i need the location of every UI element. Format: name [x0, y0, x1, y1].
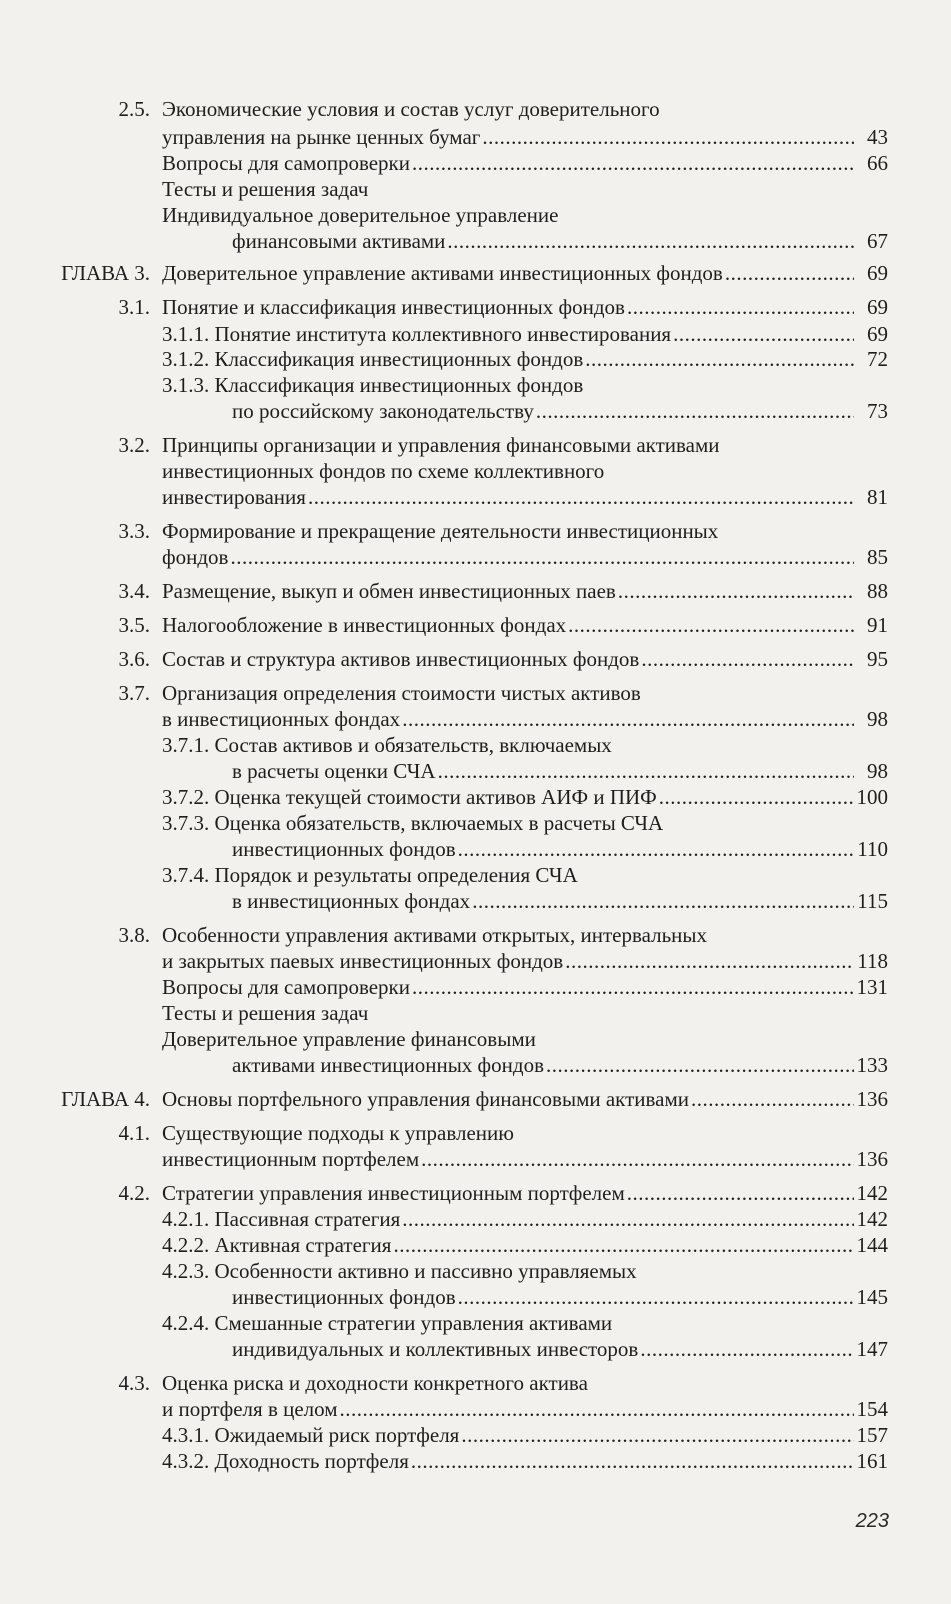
toc-page-number: 69	[867, 261, 888, 285]
toc-title: активами инвестиционных фондов	[232, 1053, 545, 1077]
toc-title: Индивидуальное доверительное управление	[162, 203, 559, 227]
toc-number: 2.5.	[118, 97, 150, 121]
toc-line	[162, 124, 888, 150]
toc-page-number: 147	[856, 1337, 888, 1361]
toc-title: 3.1.1. Понятие института коллективного инвестирования	[162, 322, 672, 346]
toc-title: 4.2.2. Активная стратегия	[162, 1233, 392, 1257]
toc-title: Организация определения стоимости чистых активов	[162, 681, 641, 705]
toc-page-number: 69	[867, 322, 888, 346]
toc-line	[162, 1026, 536, 1052]
toc-line	[162, 1146, 888, 1172]
toc-line	[162, 680, 641, 706]
toc-title: Тесты и решения задач	[162, 177, 369, 201]
toc-line	[162, 544, 888, 570]
toc-line	[162, 176, 368, 202]
toc-page-number: 154	[856, 1397, 888, 1421]
toc-page-number: 161	[856, 1449, 888, 1473]
toc-page-number: 73	[867, 399, 888, 423]
dot-leader	[657, 784, 854, 810]
toc-page-number: 85	[867, 545, 888, 569]
toc-line	[162, 202, 558, 228]
dot-leader	[410, 974, 854, 1000]
toc-page-number: 100	[856, 785, 888, 809]
dot-leader	[419, 1146, 854, 1172]
toc-title: и закрытых паевых инвестиционных фондов	[162, 949, 564, 973]
dot-leader	[583, 346, 854, 372]
toc-number: 3.2.	[118, 433, 150, 457]
dot-leader	[470, 888, 854, 914]
toc-title: Налогообложение в инвестиционных фондах	[162, 613, 567, 637]
toc-title: 4.3.1. Ожидаемый риск портфеля	[162, 1423, 460, 1447]
toc-title: Понятие и классификация инвестиционных фондов	[162, 295, 625, 319]
toc-title: Стратегии управления инвестиционным портфелем	[162, 1181, 625, 1205]
toc-line	[162, 432, 720, 458]
dot-leader	[400, 706, 854, 732]
toc-line	[162, 862, 578, 888]
dot-leader	[306, 484, 854, 510]
toc-title: Доверительное управление финансовыми	[162, 1027, 536, 1051]
toc-title: Вопросы для самопроверки	[162, 151, 411, 175]
dot-leader	[436, 758, 854, 784]
toc-line	[162, 1232, 888, 1258]
dot-leader	[689, 1086, 854, 1112]
toc-title: 3.7.3. Оценка обязательств, включаемых в расчеты СЧА	[162, 811, 664, 835]
toc-line	[232, 888, 888, 914]
toc-line	[162, 1086, 888, 1112]
dot-leader	[445, 228, 854, 254]
toc-title: Экономические условия и состав услуг доверительного	[162, 97, 660, 121]
toc-title: инвестирования	[162, 485, 306, 509]
dot-leader	[563, 948, 854, 974]
toc-page-number: 115	[857, 889, 888, 913]
toc-title: Существующие подходы к управлению	[162, 1121, 514, 1145]
toc-title: 3.7.2. Оценка текущей стоимости активов АИФ и ПИФ	[162, 785, 657, 809]
toc-title: инвестиционных фондов по схеме коллективного	[162, 459, 605, 483]
toc-title: Особенности управления активами открытых, интервальных	[162, 923, 708, 947]
toc-page-number: 145	[856, 1285, 888, 1309]
toc-title: Тесты и решения задач	[162, 1001, 369, 1025]
toc-page-number: 142	[856, 1207, 888, 1231]
toc-title: Размещение, выкуп и обмен инвестиционных паев	[162, 579, 616, 603]
toc-line	[162, 810, 663, 836]
toc-number: 3.7.	[118, 681, 150, 705]
toc-page-number: 95	[867, 647, 888, 671]
toc-title: управления на рынке ценных бумаг	[162, 125, 481, 149]
toc-line	[162, 1180, 888, 1206]
toc-line	[162, 1422, 888, 1448]
toc-title: 3.7.4. Порядок и результаты определения СЧА	[162, 863, 578, 887]
toc-title: Доверительное управление активами инвестиционных фондов	[162, 261, 723, 285]
page-number: 223	[855, 1510, 889, 1532]
dot-leader	[616, 578, 854, 604]
toc-number: 3.3.	[118, 519, 150, 543]
toc-page-number: 133	[856, 1053, 888, 1077]
toc-line	[232, 758, 888, 784]
toc-number: 3.4.	[118, 579, 150, 603]
toc-title: в инвестиционных фондах	[162, 707, 401, 731]
toc-line	[162, 732, 612, 758]
dot-leader	[391, 1232, 854, 1258]
toc-page-number: 91	[867, 613, 888, 637]
toc-page-number: 66	[867, 151, 888, 175]
toc-line	[232, 1284, 888, 1310]
toc-title: Формирование и прекращение деятельности инвестиционных	[162, 519, 719, 543]
toc-line	[162, 612, 888, 638]
toc-page-number: 69	[867, 295, 888, 319]
toc-title: 4.2.3. Особенности активно и пассивно управляемых	[162, 1259, 637, 1283]
dot-leader	[639, 646, 854, 672]
toc-line	[162, 1120, 514, 1146]
toc-title: 3.1.2. Классификация инвестиционных фондов	[162, 347, 584, 371]
toc-page-number: 67	[867, 229, 888, 253]
toc-page-number: 136	[856, 1147, 888, 1171]
toc-line	[162, 96, 660, 122]
toc-page-number: 98	[867, 707, 888, 731]
toc-title: 4.2.4. Смешанные стратегии управления активами	[162, 1311, 613, 1335]
dot-leader	[228, 544, 854, 570]
toc-line	[162, 484, 888, 510]
dot-leader	[534, 398, 854, 424]
toc-line	[162, 294, 888, 320]
dot-leader	[456, 1284, 854, 1310]
toc-line	[162, 922, 707, 948]
toc-page-number: 81	[867, 485, 888, 509]
toc-line	[162, 1370, 588, 1396]
dot-leader	[625, 294, 854, 320]
toc-number: 3.1.	[118, 295, 150, 319]
toc-page-number: 136	[856, 1087, 888, 1111]
dot-leader	[625, 1180, 854, 1206]
toc-line	[162, 260, 888, 286]
toc-line	[162, 1000, 368, 1026]
toc-page-number: 43	[867, 125, 888, 149]
dot-leader	[338, 1396, 854, 1422]
toc-title: в инвестиционных фондах	[232, 889, 471, 913]
toc-title: 3.1.3. Классификация инвестиционных фондов	[162, 373, 584, 397]
toc-title: Вопросы для самопроверки	[162, 975, 411, 999]
toc-number: 4.1.	[118, 1121, 150, 1145]
toc-page-number: 98	[867, 759, 888, 783]
toc-line	[162, 150, 888, 176]
dot-leader	[671, 321, 854, 347]
toc-page-number: 118	[857, 949, 888, 973]
toc-title: Основы портфельного управления финансовыми активами	[162, 1087, 689, 1111]
toc-line	[232, 228, 888, 254]
dot-leader	[638, 1336, 854, 1362]
toc-line	[162, 372, 583, 398]
dot-leader	[410, 150, 854, 176]
toc-line	[162, 1396, 888, 1422]
toc-line	[162, 706, 888, 732]
toc-number: 3.8.	[118, 923, 150, 947]
toc-number: ГЛАВА 3.	[61, 261, 150, 285]
toc-title: в расчеты оценки СЧА	[232, 759, 436, 783]
dot-leader	[544, 1052, 854, 1078]
dot-leader	[456, 836, 854, 862]
toc-line	[232, 836, 888, 862]
toc-title: финансовыми активами	[232, 229, 446, 253]
toc-line	[162, 1310, 612, 1336]
toc-title: Состав и структура активов инвестиционных фондов	[162, 647, 640, 671]
toc-page-number: 144	[856, 1233, 888, 1257]
toc-line	[162, 1258, 637, 1284]
toc-page-number: 142	[856, 1181, 888, 1205]
toc-line	[162, 1448, 888, 1474]
toc-number: ГЛАВА 4.	[61, 1087, 150, 1111]
toc-line	[162, 458, 604, 484]
toc-title: фондов	[162, 545, 229, 569]
toc-page-number: 110	[857, 837, 888, 861]
toc-title: инвестиционных фондов	[232, 837, 456, 861]
toc-line	[162, 578, 888, 604]
toc-line	[162, 948, 888, 974]
toc-title: Оценка риска и доходности конкретного актива	[162, 1371, 588, 1395]
toc-page-number: 72	[867, 347, 888, 371]
toc-title: по российскому законодательству	[232, 399, 534, 423]
toc-page-number: 157	[856, 1423, 888, 1447]
toc-line	[232, 398, 888, 424]
toc-title: инвестиционных фондов	[232, 1285, 456, 1309]
toc-line	[162, 784, 888, 810]
toc-line	[162, 346, 888, 372]
dot-leader	[400, 1206, 854, 1232]
dot-leader	[723, 260, 854, 286]
toc-line	[162, 646, 888, 672]
toc-page-number: 88	[867, 579, 888, 603]
toc-title: инвестиционным портфелем	[162, 1147, 420, 1171]
toc-number: 4.2.	[118, 1181, 150, 1205]
toc-line	[162, 974, 888, 1000]
toc-title: 4.2.1. Пассивная стратегия	[162, 1207, 401, 1231]
toc-line	[162, 321, 888, 347]
dot-leader	[459, 1422, 854, 1448]
toc-line	[232, 1336, 888, 1362]
toc-title: 3.7.1. Состав активов и обязательств, включаемых	[162, 733, 612, 757]
toc-line	[162, 518, 718, 544]
toc-title: и портфеля в целом	[162, 1397, 338, 1421]
dot-leader	[480, 124, 854, 150]
toc-line	[232, 1052, 888, 1078]
toc-page-number: 131	[856, 975, 888, 999]
dot-leader	[566, 612, 854, 638]
toc-line	[162, 1206, 888, 1232]
toc-title: Принципы организации и управления финансовыми активами	[162, 433, 720, 457]
toc-number: 3.6.	[118, 647, 150, 671]
toc-number: 4.3.	[118, 1371, 150, 1395]
dot-leader	[409, 1448, 854, 1474]
toc-number: 3.5.	[118, 613, 150, 637]
toc-title: 4.3.2. Доходность портфеля	[162, 1449, 409, 1473]
toc-title: индивидуальных и коллективных инвесторов	[232, 1337, 639, 1361]
